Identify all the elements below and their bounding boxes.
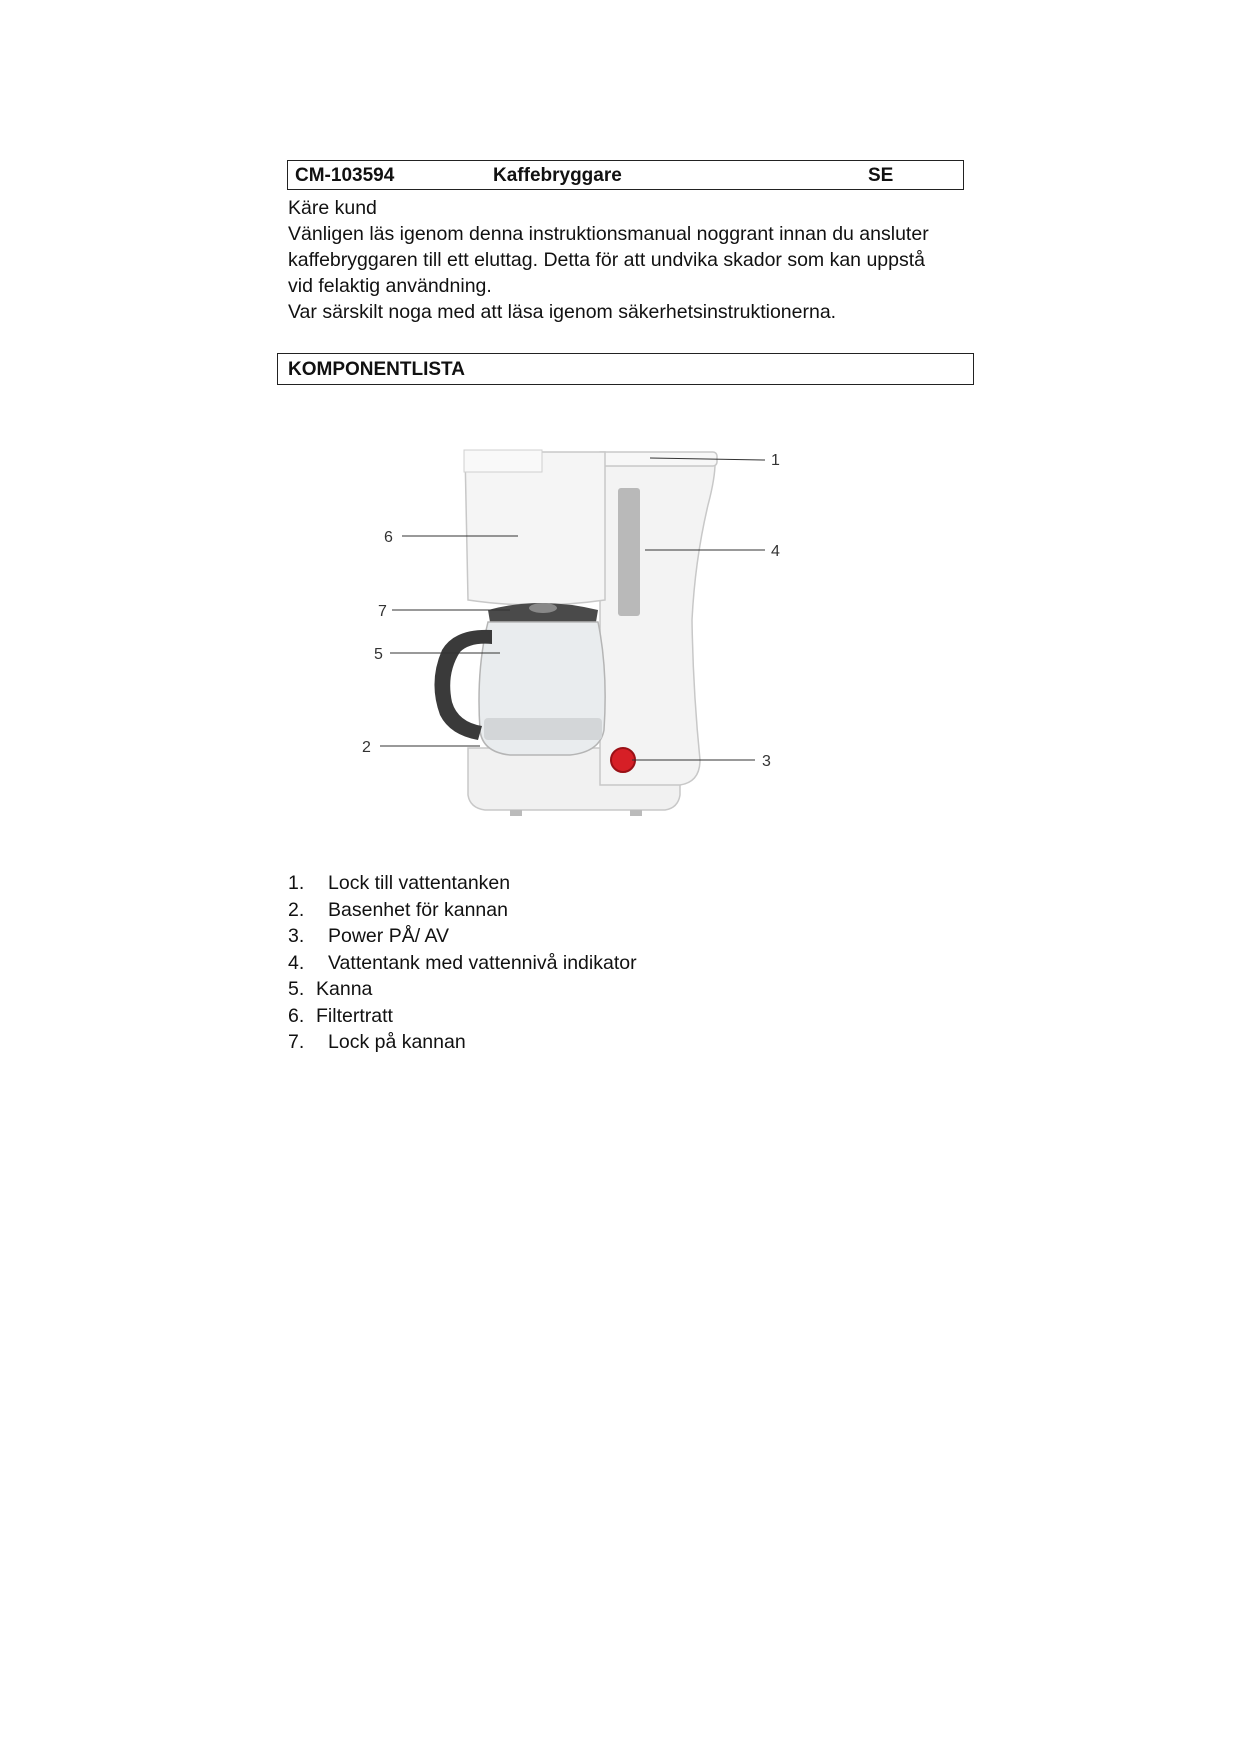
callout-5: 5 (374, 646, 383, 663)
intro-text (288, 195, 988, 325)
list-item-label: Lock till vattentanken (328, 872, 511, 894)
base-foot (630, 810, 642, 816)
base-foot (510, 810, 522, 816)
model-number: CM-103594 (295, 165, 395, 186)
carafe-lid-knob (529, 603, 557, 613)
coffee-maker-figure (360, 430, 810, 830)
intro-line-2: kaffebryggaren till ett eluttag. Detta för att undvika skador som kan uppstå (288, 249, 925, 271)
list-item-label: Lock på kannan (328, 1031, 466, 1053)
list-item-number: 6. (288, 1004, 305, 1027)
list-item-number: 1. (288, 872, 305, 894)
callout-3: 3 (762, 753, 771, 770)
callout-7: 7 (378, 603, 387, 620)
callout-2: 2 (362, 739, 371, 756)
safety-note: Var särskilt noga med att läsa igenom säkerhetsinstruktionerna. (288, 301, 837, 323)
component-list-heading-box (277, 353, 974, 385)
list-item-label: Power PÅ/ AV (328, 925, 450, 947)
callout-4: 4 (771, 543, 780, 560)
document-header (287, 160, 964, 190)
water-tank-shape (600, 458, 715, 785)
callout-1: 1 (771, 452, 780, 469)
list-item-number: 4. (288, 951, 305, 974)
list-item-label: Filtertratt (316, 1004, 393, 1027)
callout-6: 6 (384, 529, 393, 546)
filter-holder-shape (465, 452, 605, 605)
list-item-number: 2. (288, 898, 305, 921)
carafe-coffee-band (484, 718, 602, 740)
product-name: Kaffebryggare (493, 165, 622, 186)
intro-line-1: Vänligen läs igenom denna instruktionsmanual noggrant innan du ansluter (288, 223, 929, 245)
coffee-maker-illustration (360, 430, 810, 830)
list-item-label: Kanna (316, 978, 373, 1000)
language-code: SE (868, 165, 894, 186)
list-item-label: Basenhet för kannan (328, 898, 508, 921)
greeting: Käre kund (288, 197, 377, 219)
list-item-number: 7. (288, 1031, 305, 1053)
section-title: KOMPONENTLISTA (288, 359, 465, 380)
power-button-shape (611, 748, 635, 772)
list-item-number: 5. (288, 978, 305, 1000)
list-item-label: Vattentank med vattennivå indikator (328, 951, 637, 974)
list-item-number: 3. (288, 925, 305, 947)
filter-holder-top (464, 450, 542, 472)
intro-line-3: vid felaktig användning. (288, 275, 492, 297)
water-level-window (618, 488, 640, 616)
